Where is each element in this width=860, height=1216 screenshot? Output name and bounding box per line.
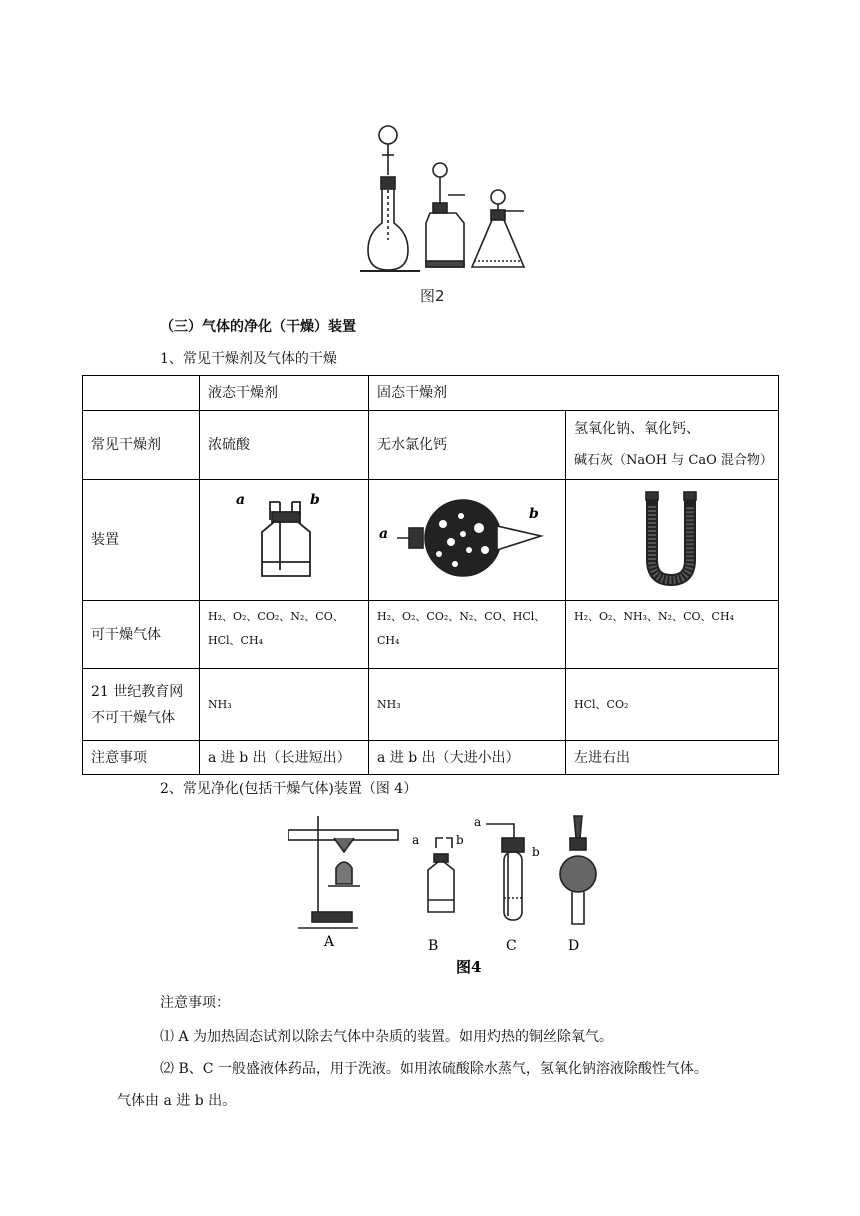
- cell-solid-2: H₂、O₂、NH₃、N₂、CO、CH₄: [566, 601, 779, 669]
- notes-item-1: ⑴ A 为加热固态试剂以除去气体中杂质的装置。如用灼热的铜丝除氧气。: [160, 1029, 614, 1045]
- figure-4-label-d: D: [568, 938, 580, 954]
- cell-u-tube: [566, 480, 779, 601]
- cell-liquid: NH₃: [200, 669, 369, 741]
- cell-liquid: H₂、O₂、CO₂、N₂、CO、HCl、CH₄: [200, 601, 369, 669]
- notes-item-2-continued: 气体由 a 进 b 出。: [117, 1093, 237, 1109]
- figure-4-label-b: B: [428, 938, 439, 954]
- label-b: b: [310, 492, 320, 508]
- notes-item-2: ⑵ B、C 一般盛液体药品，用于洗液。如用浓硫酸除水蒸气，氢氧化钠溶液除酸性气体。: [160, 1061, 708, 1077]
- row-label: 可干燥气体: [83, 601, 200, 669]
- row-label: 装置: [83, 480, 200, 601]
- label-b: b: [529, 506, 539, 522]
- gas-washing-bottle-diagram: [200, 480, 368, 592]
- cell-solid-2-line2: 碱石灰（NaOH 与 CaO 混合物）: [574, 453, 773, 468]
- cell-liquid: 浓硫酸: [200, 411, 369, 480]
- cell-solid-2: 左进右出: [566, 741, 779, 775]
- section-heading: （三）气体的净化（干燥）装置: [160, 319, 356, 335]
- figure-2-apparatus: [360, 115, 530, 305]
- cell-solid-1: a 进 b 出（大进小出）: [369, 741, 566, 775]
- cell-solid-1: 无水氯化钙: [369, 411, 566, 480]
- u-tube-diagram: [566, 480, 778, 592]
- cell-solid-2: [566, 411, 779, 480]
- figure-4-b-label-b: b: [456, 833, 464, 847]
- figure-4-b-label-a: a: [412, 833, 420, 847]
- desiccant-table: [82, 375, 779, 775]
- cell-gas-washing-bottle: [200, 480, 369, 601]
- subheading-desiccants: 1、常见干燥剂及气体的干燥: [160, 351, 337, 367]
- row-label: [83, 669, 200, 741]
- cell-solid-2: HCl、CO₂: [566, 669, 779, 741]
- cell-solid-2-line1: 氢氧化钠、氧化钙、: [574, 421, 700, 437]
- figure-4-apparatus: [288, 808, 606, 976]
- figure-4-c-label-b: b: [532, 845, 540, 859]
- row-label: 常见干燥剂: [83, 411, 200, 480]
- table-row-non-dryable-gases: [83, 669, 779, 741]
- table-header-row: [83, 376, 779, 411]
- cell-solid-1: H₂、O₂、CO₂、N₂、CO、HCl、CH₄: [369, 601, 566, 669]
- row-label: 注意事项: [83, 741, 200, 775]
- cell-liquid: a 进 b 出（长进短出）: [200, 741, 369, 775]
- cell-solid-1: NH₃: [369, 669, 566, 741]
- label-a: a: [379, 526, 389, 542]
- notes-title: 注意事项：: [160, 995, 230, 1011]
- table-row-notes: [83, 741, 779, 775]
- table-row-dryable-gases: [83, 601, 779, 669]
- figure-4-c-label-a: a: [474, 815, 482, 829]
- table-header-empty: [83, 376, 200, 411]
- figure-2-caption: 图2: [420, 287, 445, 305]
- table-header-solid: 固态干燥剂: [369, 376, 779, 411]
- cell-drying-tube: [369, 480, 566, 601]
- drying-tube-diagram: [369, 480, 565, 592]
- table-row-agents: [83, 411, 779, 480]
- row-label-line1: 21 世纪教育网: [91, 683, 184, 700]
- figure-4-label-a: A: [324, 934, 335, 950]
- row-label-line2: 不可干燥气体: [91, 709, 175, 726]
- label-a: a: [236, 492, 246, 508]
- table-header-liquid: 液态干燥剂: [200, 376, 369, 411]
- subheading-purification: 2、常见净化(包括干燥气体)装置（图 4）: [160, 781, 418, 797]
- figure-4-label-c: C: [506, 938, 517, 954]
- table-row-device: [83, 480, 779, 601]
- figure-4-caption: 图4: [456, 958, 482, 976]
